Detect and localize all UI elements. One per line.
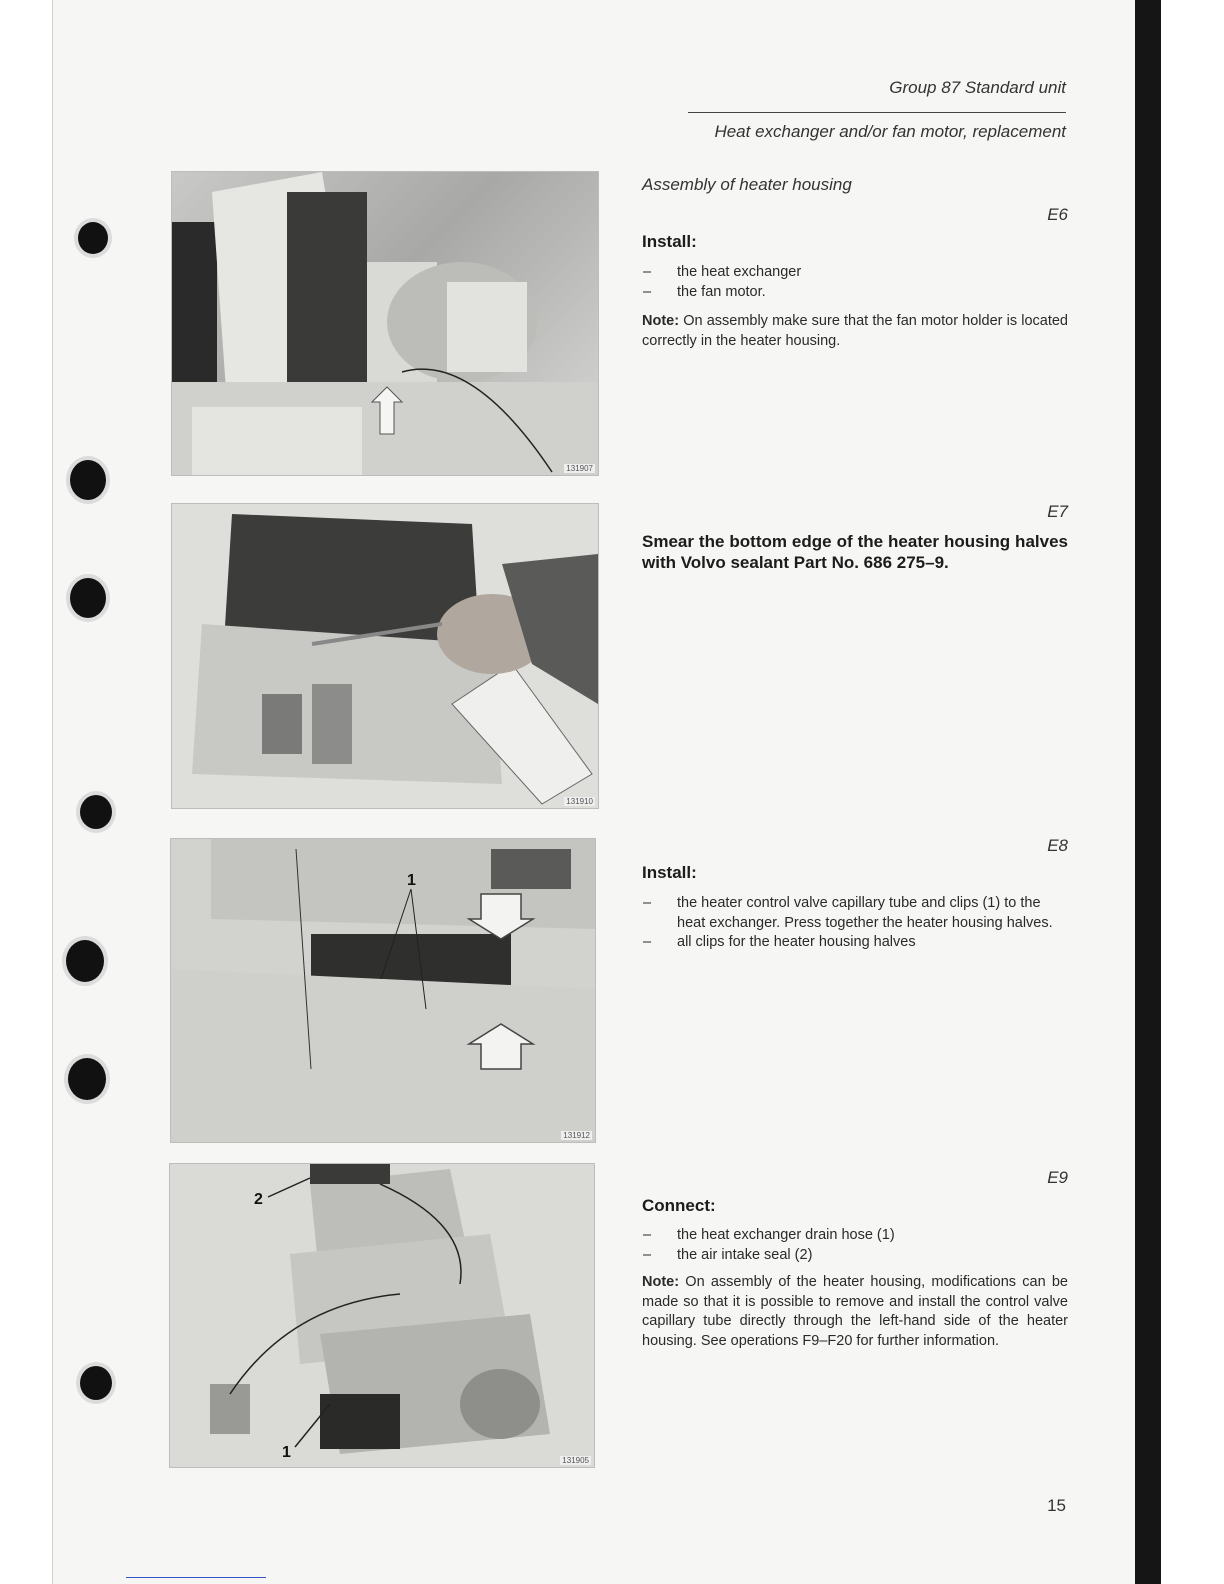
photo-e8-drawing bbox=[171, 839, 595, 1142]
list-dash: – bbox=[643, 895, 652, 911]
photo-number: 131905 bbox=[562, 1456, 589, 1465]
list-item-text: the heat exchanger drain hose (1) bbox=[677, 1227, 895, 1243]
photo-e6-heater-housing bbox=[171, 171, 599, 476]
binder-hole bbox=[66, 940, 104, 982]
photo-callout-2: 2 bbox=[254, 1191, 263, 1208]
step-e9-heading: Connect: bbox=[642, 1196, 716, 1215]
list-item-text: the heat exchanger bbox=[677, 264, 802, 280]
note-text: On assembly make sure that the fan motor holder is located correctly in the heater housing. bbox=[642, 313, 1068, 349]
procedure-subtitle: Heat exchanger and/or fan motor, replacement bbox=[714, 122, 1066, 141]
group-header: Group 87 Standard unit bbox=[889, 78, 1066, 97]
step-e9-note bbox=[642, 1273, 1068, 1351]
binder-hole bbox=[78, 222, 108, 254]
scan-far-margin bbox=[1161, 0, 1224, 1584]
photo-e9-drain-hose bbox=[169, 1163, 595, 1468]
photo-e7-drawing bbox=[172, 504, 598, 808]
step-e6-list bbox=[640, 263, 1070, 302]
list-dash: – bbox=[643, 934, 652, 950]
photo-callout-1: 1 bbox=[407, 872, 416, 889]
step-e7-text: Smear the bottom edge of the heater housing halves with Volvo sealant Part No. 686 275–9. bbox=[642, 532, 1068, 572]
list-item bbox=[640, 933, 1070, 953]
step-e8-heading: Install: bbox=[642, 863, 697, 882]
note-label: Note: bbox=[642, 313, 680, 329]
step-e6-note bbox=[642, 312, 1068, 351]
list-item bbox=[640, 1226, 1070, 1246]
page-number: 15 bbox=[1047, 1496, 1066, 1515]
list-dash: – bbox=[643, 264, 652, 280]
list-dash: – bbox=[643, 283, 652, 300]
scan-right-edge bbox=[1135, 0, 1161, 1584]
binder-hole bbox=[80, 795, 112, 829]
step-code-e8: E8 bbox=[1047, 836, 1068, 855]
list-dash: – bbox=[643, 1227, 652, 1243]
step-code-e7: E7 bbox=[1047, 502, 1068, 521]
photo-number: 131912 bbox=[563, 1131, 590, 1140]
binder-hole bbox=[68, 1058, 106, 1100]
list-item bbox=[640, 894, 1070, 933]
photo-number: 131907 bbox=[566, 464, 593, 473]
scan-left-margin bbox=[0, 0, 53, 1584]
list-item-text: the fan motor. bbox=[677, 283, 766, 300]
photo-e6-drawing bbox=[172, 172, 598, 475]
list-item bbox=[640, 263, 1070, 283]
list-item bbox=[640, 1246, 1070, 1266]
list-item-text: the heater control valve capillary tube and clips (1) to the heat exchanger. Press together the heater housing halves. bbox=[677, 895, 1053, 931]
photo-e8-capillary-tube bbox=[170, 838, 596, 1143]
step-code-e6: E6 bbox=[1047, 205, 1068, 224]
binder-hole bbox=[70, 460, 106, 500]
photo-e7-sealant bbox=[171, 503, 599, 809]
photo-callout-1: 1 bbox=[282, 1444, 291, 1461]
note-label: Note: bbox=[642, 1274, 680, 1290]
list-item-text: all clips for the heater housing halves bbox=[677, 934, 916, 950]
photo-e9-drawing bbox=[170, 1164, 594, 1467]
step-e9-list bbox=[640, 1226, 1070, 1265]
section-title: Assembly of heater housing bbox=[642, 175, 852, 194]
note-text: On assembly of the heater housing, modifications can be made so that it is possible to remove and install the control valve capillary tube directly through the left-hand side of the heater housing. See operations F9–F20 for further information. bbox=[642, 1274, 1068, 1349]
step-e6-heading: Install: bbox=[642, 232, 697, 251]
scan-link-underline bbox=[126, 1577, 266, 1578]
step-code-e9: E9 bbox=[1047, 1168, 1068, 1187]
step-e8-list bbox=[640, 894, 1070, 953]
binder-hole bbox=[80, 1366, 112, 1400]
list-dash: – bbox=[643, 1246, 652, 1263]
photo-number: 131910 bbox=[566, 797, 593, 806]
list-item bbox=[640, 283, 1070, 303]
binder-hole bbox=[70, 578, 106, 618]
header-rule bbox=[688, 112, 1066, 113]
list-item-text: the air intake seal (2) bbox=[677, 1246, 813, 1263]
